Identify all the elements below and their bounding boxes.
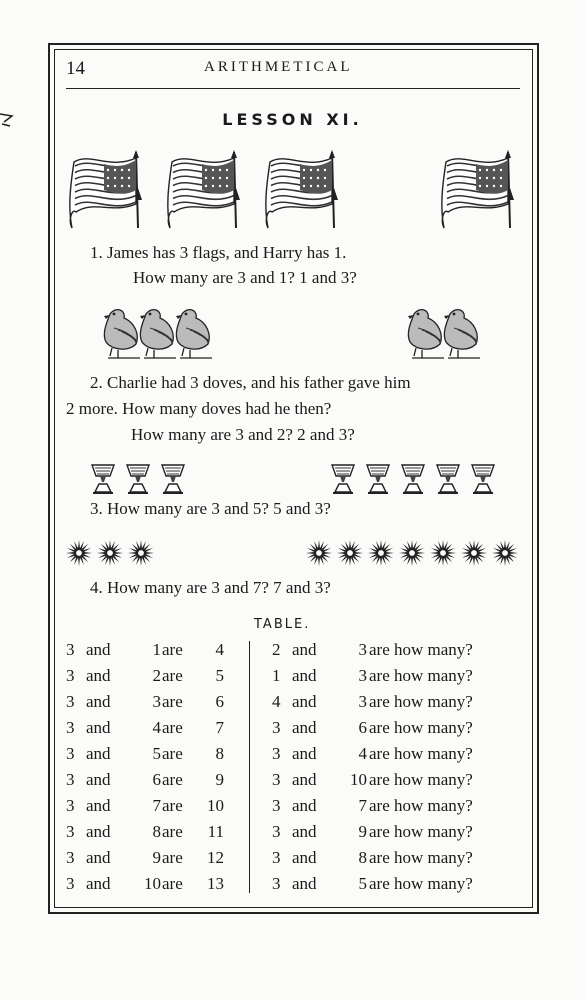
star-icon [95, 538, 125, 568]
table-cell-are: are [162, 640, 183, 659]
cups-illustration [90, 460, 510, 498]
table-cell-b: 3 [358, 640, 367, 659]
table-cell-a: 3 [272, 718, 281, 737]
table-cell-and: and [292, 822, 317, 841]
table-cell-q: are how many? [369, 822, 473, 841]
dove-icon [136, 304, 176, 360]
table-cell-q: are how many? [369, 718, 473, 737]
table-cell-a: 1 [272, 666, 281, 685]
cup-icon [330, 462, 356, 496]
table-cell-and: and [86, 822, 111, 841]
table-cell-are: are [162, 822, 183, 841]
cup-icon [435, 462, 461, 496]
table-cell-a: 3 [272, 874, 281, 893]
flag-icon [262, 148, 344, 232]
table-cell-a: 3 [66, 770, 75, 789]
cup-icon [400, 462, 426, 496]
table-cell-and: and [292, 640, 317, 659]
table-cell-and: and [292, 796, 317, 815]
table-cell-and: and [292, 666, 317, 685]
table-cell-b: 4 [152, 718, 161, 737]
problem-3-line-1: 3. How many are 3 and 5? 5 and 3? [90, 499, 331, 518]
table-cell-and: and [86, 718, 111, 737]
problem-1-line-1: 1. James has 3 flags, and Harry has 1. [90, 243, 347, 262]
star-icon [459, 538, 489, 568]
table-cell-b: 3 [358, 666, 367, 685]
table-cell-sum: 10 [207, 796, 224, 815]
cup-icon [160, 462, 186, 496]
flags-illustration [66, 148, 536, 232]
problem-2-line-1: 2. Charlie had 3 doves, and his father gave him [90, 373, 411, 392]
table-cell-sum: 5 [215, 666, 224, 685]
table-cell-and: and [292, 770, 317, 789]
table-cell-q: are how many? [369, 744, 473, 763]
table-cell-and: and [86, 666, 111, 685]
dove-icon [404, 304, 444, 360]
table-cell-b: 7 [152, 796, 161, 815]
table-cell-a: 3 [66, 692, 75, 711]
table-cell-sum: 12 [207, 848, 224, 867]
table-cell-a: 3 [66, 666, 75, 685]
table-cell-sum: 6 [215, 692, 224, 711]
table-cell-sum: 9 [215, 770, 224, 789]
table-cell-b: 3 [358, 692, 367, 711]
cup-icon [365, 462, 391, 496]
header-rule [66, 88, 520, 89]
table-cell-sum: 13 [207, 874, 224, 893]
table-cell-q: are how many? [369, 796, 473, 815]
running-head: ARITHMETICAL [204, 59, 353, 75]
table-cell-a: 3 [66, 874, 75, 893]
cup-icon [125, 462, 151, 496]
table-cell-are: are [162, 848, 183, 867]
star-icon [366, 538, 396, 568]
table-cell-a: 3 [66, 744, 75, 763]
table-cell-are: are [162, 874, 183, 893]
problem-2-line-3: How many are 3 and 2? 2 and 3? [131, 425, 355, 444]
table-cell-b: 9 [152, 848, 161, 867]
table-cell-and: and [292, 744, 317, 763]
table-cell-b: 6 [358, 718, 367, 737]
table-cell-b: 2 [152, 666, 161, 685]
table-cell-are: are [162, 666, 183, 685]
doves-illustration [100, 302, 500, 362]
table-cell-and: and [292, 718, 317, 737]
table-cell-b: 8 [152, 822, 161, 841]
table-cell-a: 3 [272, 848, 281, 867]
star-icon [397, 538, 427, 568]
star-icon [490, 538, 520, 568]
table-title: TABLE. [254, 617, 311, 632]
table-cell-q: are how many? [369, 848, 473, 867]
cup-icon [470, 462, 496, 496]
table-cell-a: 2 [272, 640, 281, 659]
problem-2-line-2: 2 more. How many doves had he then? [66, 399, 332, 418]
star-icon [428, 538, 458, 568]
table-cell-and: and [292, 874, 317, 893]
dove-icon [172, 304, 212, 360]
dove-icon [100, 304, 140, 360]
table-divider [249, 641, 250, 893]
table-cell-a: 3 [66, 848, 75, 867]
table-cell-a: 3 [66, 822, 75, 841]
page-number: 14 [66, 58, 85, 79]
table-cell-a: 3 [66, 718, 75, 737]
table-cell-are: are [162, 770, 183, 789]
table-cell-sum: 8 [215, 744, 224, 763]
table-cell-a: 3 [272, 822, 281, 841]
table-cell-and: and [86, 692, 111, 711]
table-cell-and: and [86, 770, 111, 789]
table-cell-b: 5 [152, 744, 161, 763]
table-cell-b: 3 [152, 692, 161, 711]
problem-1-line-2: How many are 3 and 1? 1 and 3? [133, 268, 357, 287]
problem-4-line-1: 4. How many are 3 and 7? 7 and 3? [90, 578, 331, 597]
table-cell-a: 3 [66, 796, 75, 815]
table-cell-are: are [162, 718, 183, 737]
table-cell-a: 4 [272, 692, 281, 711]
table-cell-and: and [86, 796, 111, 815]
table-cell-and: and [86, 874, 111, 893]
table-cell-b: 8 [358, 848, 367, 867]
star-icon [126, 538, 156, 568]
table-cell-b: 6 [152, 770, 161, 789]
table-cell-q: are how many? [369, 692, 473, 711]
stars-illustration [64, 535, 534, 571]
flag-icon [438, 148, 520, 232]
table-cell-are: are [162, 744, 183, 763]
lesson-title: LESSON XI. [222, 110, 363, 129]
table-cell-q: are how many? [369, 640, 473, 659]
table-cell-b: 7 [358, 796, 367, 815]
table-cell-b: 4 [358, 744, 367, 763]
table-cell-are: are [162, 796, 183, 815]
table-cell-a: 3 [272, 770, 281, 789]
table-cell-b: 9 [358, 822, 367, 841]
cup-icon [90, 462, 116, 496]
table-cell-and: and [86, 640, 111, 659]
table-cell-are: are [162, 692, 183, 711]
table-cell-and: and [292, 848, 317, 867]
flag-icon [164, 148, 246, 232]
table-cell-q: are how many? [369, 770, 473, 789]
table-cell-sum: 7 [215, 718, 224, 737]
flag-icon [66, 148, 148, 232]
star-icon [304, 538, 334, 568]
table-cell-and: and [86, 744, 111, 763]
table-cell-a: 3 [272, 744, 281, 763]
table-cell-sum: 4 [215, 640, 224, 659]
table-cell-b: 10 [144, 874, 161, 893]
table-cell-q: are how many? [369, 874, 473, 893]
dove-icon [440, 304, 480, 360]
table-cell-b: 1 [152, 640, 161, 659]
table-cell-b: 10 [350, 770, 367, 789]
table-cell-and: and [86, 848, 111, 867]
table-cell-sum: 11 [207, 822, 224, 841]
table-cell-a: 3 [66, 640, 75, 659]
table-cell-b: 5 [358, 874, 367, 893]
star-icon [64, 538, 94, 568]
star-icon [335, 538, 365, 568]
table-cell-q: are how many? [369, 666, 473, 685]
table-cell-and: and [292, 692, 317, 711]
table-cell-a: 3 [272, 796, 281, 815]
